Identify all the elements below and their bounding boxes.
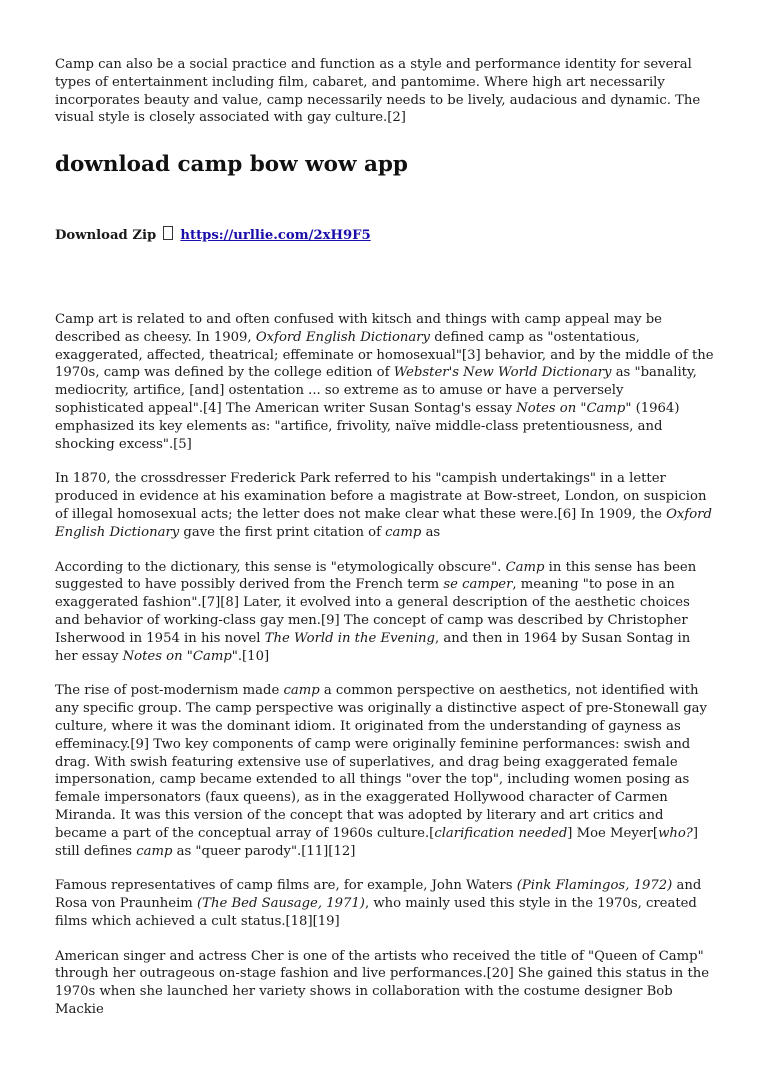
page-title: download camp bow wow app — [55, 152, 408, 178]
paragraph-camp-films: Famous representatives of camp films are, for example, John Waters (Pink Flamingos, 1972) and Rosa von Praunheim (The Bed Sausage, 1971), who mainly used this style in the 1970s, created films which achieved a cult status.[18][19] — [55, 878, 702, 929]
paragraph-1870: In 1870, the crossdresser Frederick Park referred to his "campish undertakings" in a letter produced in evidence at his examination before a magistrate at Bow-street, London, on suspicion of illegal homosexual acts; the letter does not make clear what these were.[6] In 1909, the Oxford English Dictionary gave the first print citation of camp as — [55, 471, 712, 540]
intro-paragraph: Camp can also be a social practice and function as a style and performance identity for several types of entertainment including film, cabaret, and pantomime. Where high art necessarily incorporates beauty and value, camp necessarily needs to be lively, audacious and dynamic. The visual style is closely associated with gay culture.[2] — [55, 57, 701, 126]
document-page — [0, 56, 770, 1019]
download-link[interactable]: https://urllie.com/2xH9F5 — [180, 228, 371, 244]
paragraph-cher: American singer and actress Cher is one of the artists who received the title of "Queen of Camp" through her outrageous on-stage fashion and live performances.[20] She gained this status in the 1970s when she launched her variety shows in collaboration with the costume designer Bob Mackie — [55, 948, 710, 1018]
download-label: Download Zip — [55, 228, 157, 244]
missing-glyph-icon — [163, 226, 173, 240]
paragraph-post-modernism: The rise of post-modernism made camp a common perspective on aesthetics, not identified with any specific group. The camp perspective was originally a distinctive aspect of pre-Stonewall gay culture, where it was the dominant idiom. It originated from the understanding of gayness as effeminacy.[9] Two key components of camp were originally feminine performances: swish and drag. With swish featuring extensive use of superlatives, and drag being exaggerated female impersonation, camp became extended to all things "over the top", including women posing as female impersonators (faux queens), as in the exaggerated Hollywood character of Carmen Miranda. It was this version of the concept that was adopted by literary and art critics and became a part of the conceptual array of 1960s culture.[clarification needed] Moe Meyer[who?] still defines camp as "queer parody".[11][12] — [55, 683, 707, 859]
paragraph-camp-art: Camp art is related to and often confused with kitsch and things with camp appeal may be described as cheesy. In 1909, Oxford English Dictionary defined camp as "ostentatious, exaggerated, affected, theatrical; effeminate or homosexual"[3] behavior, and by the middle of the 1970s, camp was defined by the college edition of Webster's New World Dictionary as "banality, mediocrity, artifice, [and] ostentation ... so extreme as to amuse or have a perversely sophisticated appeal".[4] The American writer Susan Sontag's essay Notes on "Camp" (1964) emphasized its key elements as: "artifice, frivolity, naïve middle-class pretentiousness, and shocking excess".[5] — [55, 311, 714, 452]
paragraph-etymology: According to the dictionary, this sense is "etymologically obscure". Camp in this sense has been suggested to have possibly derived from the French term se camper, meaning "to pose in an exaggerated fashion".[7][8] Later, it evolved into a general description of the aesthetic choices and behavior of working-class gay men.[9] The concept of camp was described by Christopher Isherwood in 1954 in his novel The World in the Evening, and then in 1964 by Susan Sontag in her essay Notes on "Camp".[10] — [55, 559, 697, 664]
download-line — [55, 226, 714, 245]
